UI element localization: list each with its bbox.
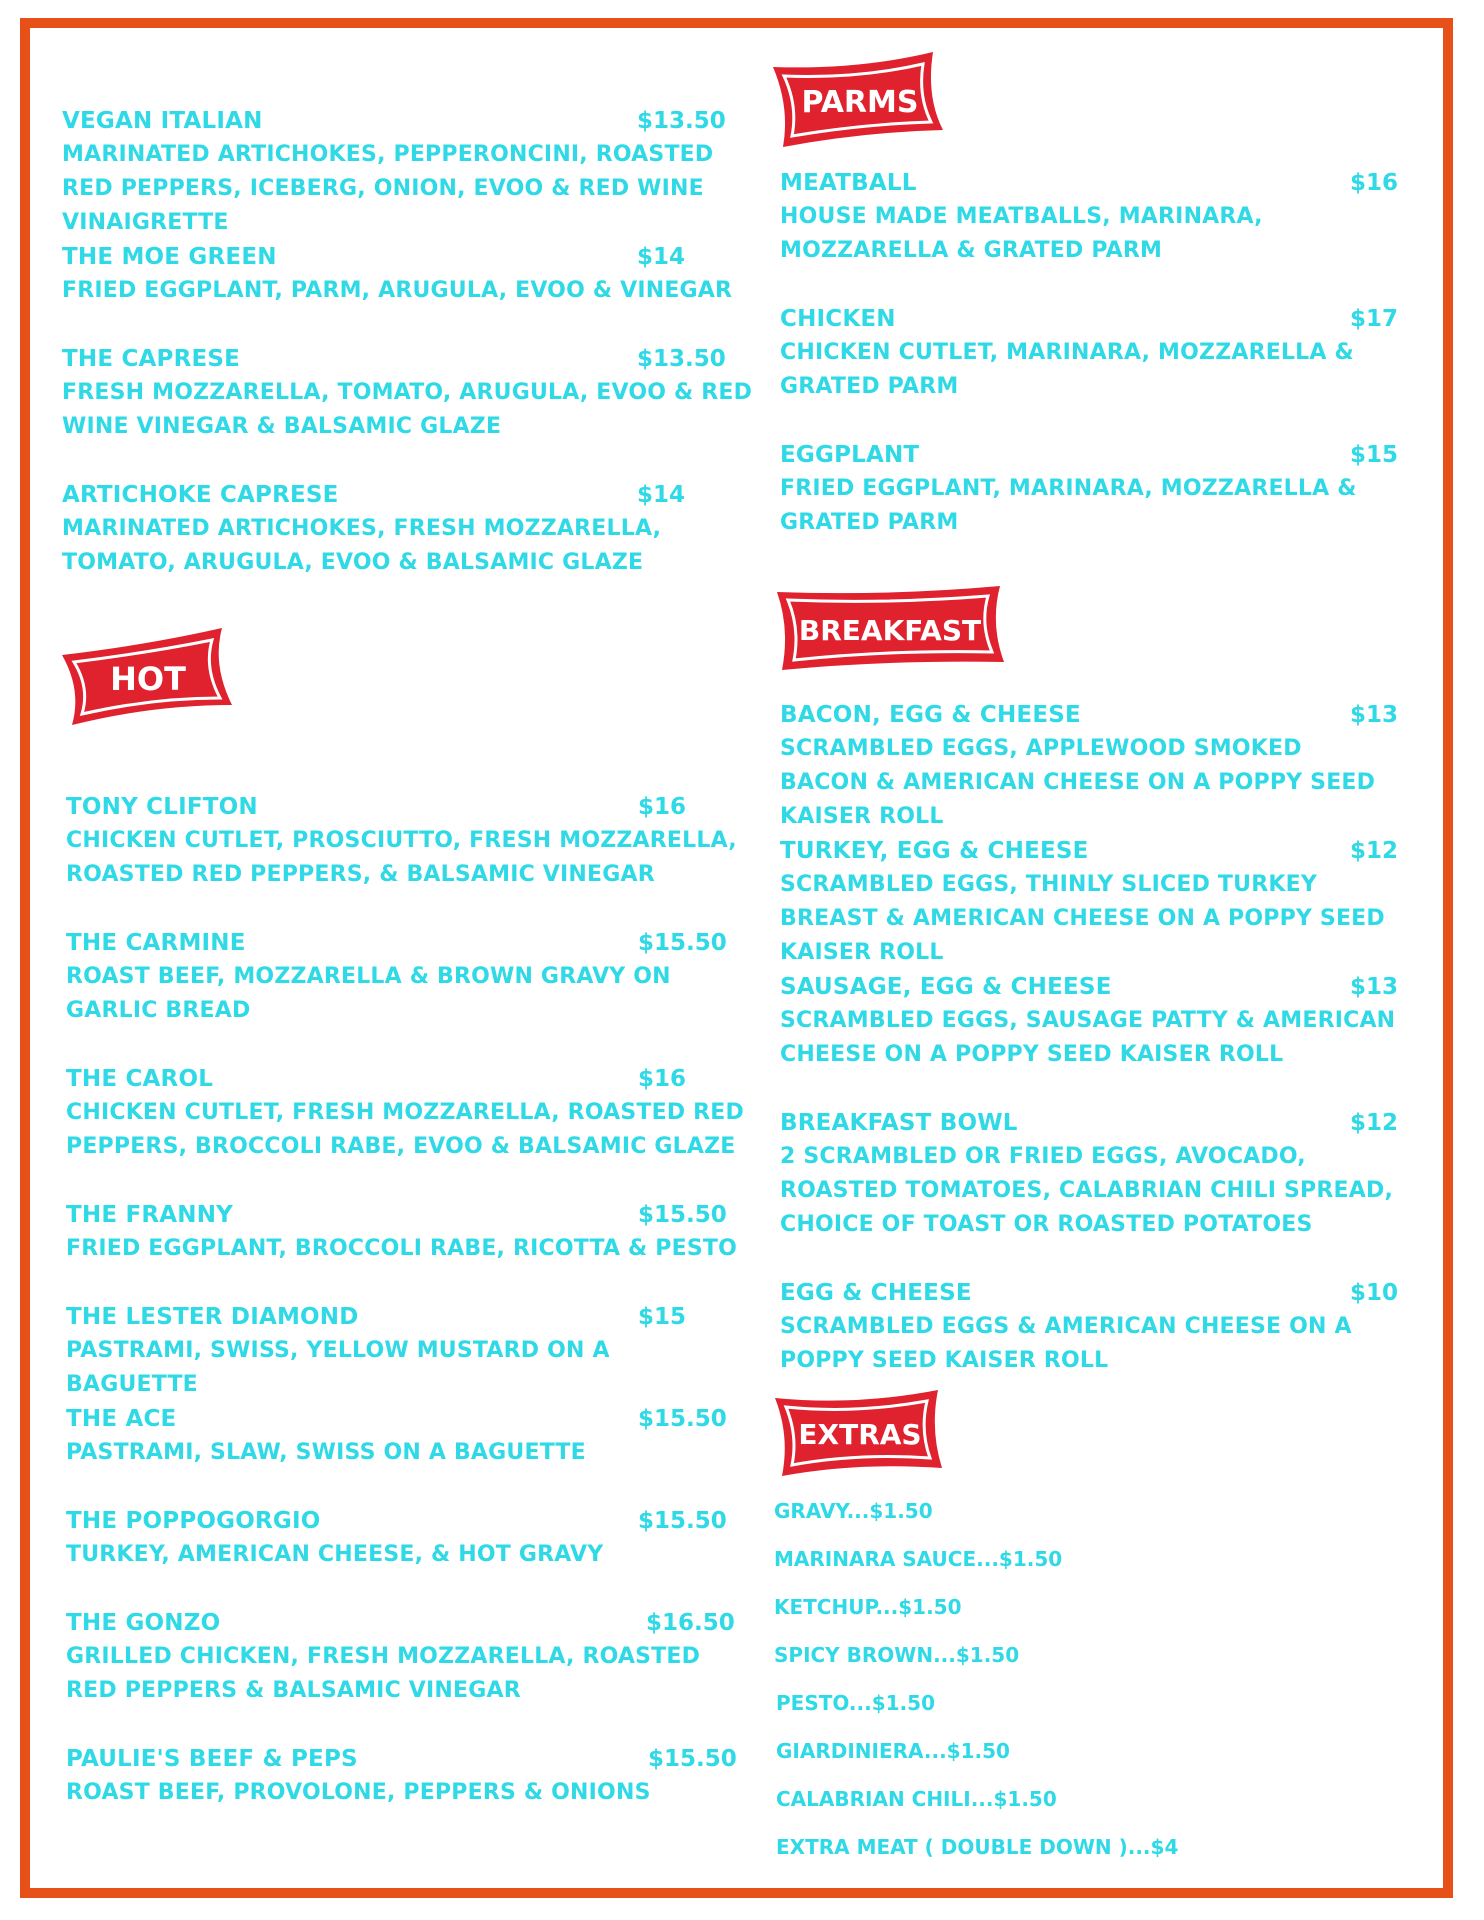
item-price: $13 [1350, 702, 1399, 728]
menu-item-meatball-parm [780, 166, 1420, 268]
item-price: $15 [638, 1304, 687, 1330]
item-price: $15 [1350, 442, 1399, 468]
menu-item-franny [66, 1198, 746, 1266]
extra-item-ketchup: KETCHUP...$1.50 [774, 1595, 962, 1619]
menu-item-eggplant-parm [780, 438, 1420, 540]
item-price: $12 [1350, 1110, 1399, 1136]
item-description: SCRAMBLED EGGS, APPLEWOOD SMOKED BACON & AMERICAN CHEESE ON A POPPY SEED KAISER ROLL [780, 736, 1376, 829]
item-price: $15.50 [638, 930, 727, 956]
menu-item-egg-cheese [780, 1276, 1430, 1378]
item-name: THE ACE [66, 1406, 177, 1432]
item-name: BACON, EGG & CHEESE [780, 702, 1081, 728]
menu-item-carol [66, 1062, 746, 1164]
item-name: BREAKFAST BOWL [780, 1110, 1018, 1136]
menu-item-bacon-egg-cheese [780, 698, 1430, 834]
item-description: CHICKEN CUTLET, MARINARA, MOZZARELLA & GRATED PARM [780, 340, 1354, 399]
menu-item-breakfast-bowl [780, 1106, 1430, 1242]
extra-item-gravy: GRAVY...$1.50 [774, 1499, 933, 1523]
item-price: $13 [1350, 974, 1399, 1000]
item-description: FRIED EGGPLANT, MARINARA, MOZZARELLA & GRATED PARM [780, 476, 1357, 535]
item-name: THE CAROL [66, 1066, 214, 1092]
extra-item-spicy-brown: SPICY BROWN...$1.50 [774, 1643, 1020, 1667]
item-price: $15.50 [638, 1202, 727, 1228]
item-name: THE GONZO [66, 1610, 221, 1636]
item-description: CHICKEN CUTLET, PROSCIUTTO, FRESH MOZZARELLA, ROASTED RED PEPPERS, & BALSAMIC VINEGAR [66, 828, 737, 887]
item-description: PASTRAMI, SWISS, YELLOW MUSTARD ON A BAGUETTE [66, 1338, 610, 1397]
item-description: PASTRAMI, SLAW, SWISS ON A BAGUETTE [66, 1440, 586, 1465]
extra-item-marinara: MARINARA SAUCE...$1.50 [774, 1547, 1063, 1571]
menu-item-gonzo [66, 1606, 746, 1708]
breakfast-title: BREAKFAST [798, 614, 982, 647]
item-name: TURKEY, EGG & CHEESE [780, 838, 1089, 864]
extra-item-giardiniera: GIARDINIERA...$1.50 [776, 1739, 1010, 1763]
item-description: FRIED EGGPLANT, BROCCOLI RABE, RICOTTA & PESTO [66, 1236, 737, 1261]
extras-banner [770, 1388, 946, 1478]
item-name: TONY CLIFTON [66, 794, 258, 820]
item-description: GRILLED CHICKEN, FRESH MOZZARELLA, ROASTED RED PEPPERS & BALSAMIC VINEGAR [66, 1644, 701, 1703]
hot-banner [52, 620, 242, 730]
item-description: 2 SCRAMBLED OR FRIED EGGS, AVOCADO, ROASTED TOMATOES, CALABRIAN CHILI SPREAD, CHOICE OF TOAST OR ROASTED POTATOES [780, 1144, 1393, 1237]
item-price: $17 [1350, 306, 1399, 332]
item-price: $15.50 [638, 1406, 727, 1432]
item-price: $12 [1350, 838, 1399, 864]
item-name: THE POPPOGORGIO [66, 1508, 321, 1534]
extras-title: EXTRAS [798, 1418, 922, 1451]
menu-item-paulies-beef [66, 1742, 746, 1810]
item-name: VEGAN ITALIAN [62, 108, 263, 134]
hot-title: HOT [110, 660, 186, 698]
item-price: $13.50 [637, 108, 726, 134]
item-name: MEATBALL [780, 170, 917, 196]
item-description: FRESH MOZZARELLA, TOMATO, ARUGULA, EVOO & RED WINE VINEGAR & BALSAMIC GLAZE [62, 380, 753, 439]
item-description: SCRAMBLED EGGS, SAUSAGE PATTY & AMERICAN CHEESE ON A POPPY SEED KAISER ROLL [780, 1008, 1396, 1067]
menu-item-lester-diamond [66, 1300, 746, 1402]
item-name: THE FRANNY [66, 1202, 234, 1228]
extra-item-extra-meat: EXTRA MEAT ( DOUBLE DOWN )...$4 [776, 1835, 1179, 1859]
extra-item-calabrian-chili: CALABRIAN CHILI...$1.50 [776, 1787, 1057, 1811]
item-name: ARTICHOKE CAPRESE [62, 482, 339, 508]
item-name: PAULIE'S BEEF & PEPS [66, 1746, 358, 1772]
menu-item-chicken-parm [780, 302, 1420, 404]
menu-item-ace [66, 1402, 746, 1470]
item-price: $14 [637, 482, 686, 508]
menu-item-tony-clifton [66, 790, 746, 892]
parms-banner [768, 52, 948, 152]
item-description: FRIED EGGPLANT, PARM, ARUGULA, EVOO & VINEGAR [62, 278, 733, 303]
item-description: CHICKEN CUTLET, FRESH MOZZARELLA, ROASTED RED PEPPERS, BROCCOLI RABE, EVOO & BALSAMIC GLAZE [66, 1100, 744, 1159]
item-name: SAUSAGE, EGG & CHEESE [780, 974, 1112, 1000]
menu-item-poppogorgio [66, 1504, 746, 1572]
item-name: CHICKEN [780, 306, 896, 332]
item-name: EGG & CHEESE [780, 1280, 972, 1306]
breakfast-banner [772, 584, 1008, 674]
item-description: HOUSE MADE MEATBALLS, MARINARA, MOZZARELLA & GRATED PARM [780, 204, 1263, 263]
menu-item-carmine [66, 926, 746, 1028]
item-name: THE MOE GREEN [62, 244, 277, 270]
item-description: SCRAMBLED EGGS & AMERICAN CHEESE ON A POPPY SEED KAISER ROLL [780, 1314, 1352, 1373]
parms-title: PARMS [801, 85, 919, 120]
item-description: ROAST BEEF, PROVOLONE, PEPPERS & ONIONS [66, 1780, 651, 1805]
item-price: $16.50 [646, 1610, 735, 1636]
item-price: $15.50 [648, 1746, 737, 1772]
item-price: $14 [637, 244, 686, 270]
item-description: ROAST BEEF, MOZZARELLA & BROWN GRAVY ON GARLIC BREAD [66, 964, 671, 1023]
item-price: $10 [1350, 1280, 1399, 1306]
item-price: $15.50 [638, 1508, 727, 1534]
item-price: $13.50 [637, 346, 726, 372]
item-name: THE LESTER DIAMOND [66, 1304, 359, 1330]
menu-item-caprese [62, 342, 762, 444]
menu-item-artichoke-caprese [62, 478, 762, 580]
item-price: $16 [1350, 170, 1399, 196]
item-description: SCRAMBLED EGGS, THINLY SLICED TURKEY BREAST & AMERICAN CHEESE ON A POPPY SEED KAISER ROLL [780, 872, 1385, 965]
menu-item-sausage-egg-cheese [780, 970, 1430, 1072]
menu-item-turkey-egg-cheese [780, 834, 1430, 970]
item-description: TURKEY, AMERICAN CHEESE, & HOT GRAVY [66, 1542, 604, 1567]
item-name: THE CAPRESE [62, 346, 241, 372]
menu-item-vegan-italian [62, 104, 752, 240]
item-price: $16 [638, 794, 687, 820]
menu-item-moe-green [62, 240, 752, 308]
item-description: MARINATED ARTICHOKES, FRESH MOZZARELLA, TOMATO, ARUGULA, EVOO & BALSAMIC GLAZE [62, 516, 662, 575]
item-name: EGGPLANT [780, 442, 920, 468]
item-name: THE CARMINE [66, 930, 246, 956]
item-price: $16 [638, 1066, 687, 1092]
item-description: MARINATED ARTICHOKES, PEPPERONCINI, ROASTED RED PEPPERS, ICEBERG, ONION, EVOO & RED WINE VINAIGRETTE [62, 142, 714, 235]
extra-item-pesto: PESTO...$1.50 [776, 1691, 935, 1715]
